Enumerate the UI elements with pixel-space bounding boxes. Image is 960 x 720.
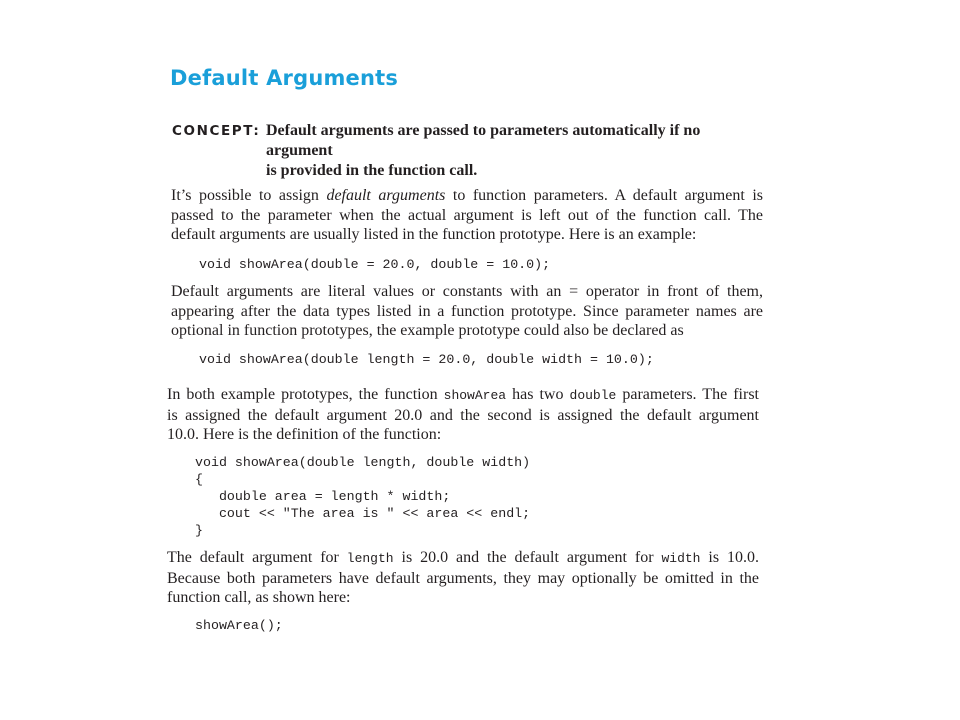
- paragraph-1-line-3: default arguments are usually listed in the function prototype. Here is an example:: [171, 226, 697, 243]
- inline-code-width: width: [661, 551, 701, 566]
- inline-code-double: double: [569, 388, 617, 403]
- paragraph-2-line-1: Default arguments are literal values or constants with an = operator in front of them,: [171, 283, 763, 300]
- concept-text: [266, 121, 766, 181]
- inline-code-showarea: showArea: [443, 388, 507, 403]
- paragraph-3-line-2: is assigned the default argument 20.0 and the second is assigned the default argument: [167, 406, 759, 424]
- paragraph-2: [171, 282, 763, 341]
- code-call: showArea();: [195, 618, 283, 633]
- paragraph-4: [167, 548, 759, 608]
- paragraph-4-line-2: Because both parameters have default arguments, they may optionally be omitted in the: [167, 569, 759, 587]
- code-line-2: {: [195, 472, 203, 487]
- italic-term: default arguments: [326, 187, 446, 204]
- paragraph-1-line-2: passed to the parameter when the actual argument is left out of the function call. The: [171, 206, 763, 224]
- code-prototype-2: void showArea(double length = 20.0, double width = 10.0);: [199, 352, 654, 367]
- paragraph-4-line-3: function call, as shown here:: [167, 589, 351, 606]
- code-line-1: void showArea(double length, double width): [195, 455, 531, 470]
- paragraph-1: [171, 186, 763, 245]
- paragraph-3-line-1: In both example prototypes, the function showArea has two double parameters. The first: [167, 386, 759, 403]
- paragraph-3: [167, 385, 759, 445]
- concept-text-line-1: Default arguments are passed to parameters automatically if no argument: [266, 122, 701, 159]
- section-heading: Default Arguments: [170, 66, 399, 90]
- code-line-5: }: [195, 523, 203, 538]
- paragraph-1-line-1: It’s possible to assign default arguments to function parameters. A default argument is: [171, 187, 763, 204]
- code-line-4: cout << "The area is " << area << endl;: [195, 506, 531, 521]
- concept-label: CONCEPT:: [172, 123, 261, 139]
- paragraph-2-line-3: optional in function prototypes, the example prototype could also be declared as: [171, 322, 684, 339]
- paragraph-3-line-3: 10.0. Here is the definition of the function:: [167, 426, 442, 443]
- paragraph-4-line-1: The default argument for length is 20.0 and the default argument for width is 10.0.: [167, 549, 759, 566]
- code-line-3: double area = length * width;: [195, 489, 451, 504]
- code-prototype-1: void showArea(double = 20.0, double = 10.0);: [199, 257, 551, 272]
- paragraph-2-line-2: appearing after the data types listed in a function prototype. Since parameter names are: [171, 302, 763, 320]
- inline-code-length: length: [346, 551, 394, 566]
- concept-text-line-2: is provided in the function call.: [266, 162, 478, 179]
